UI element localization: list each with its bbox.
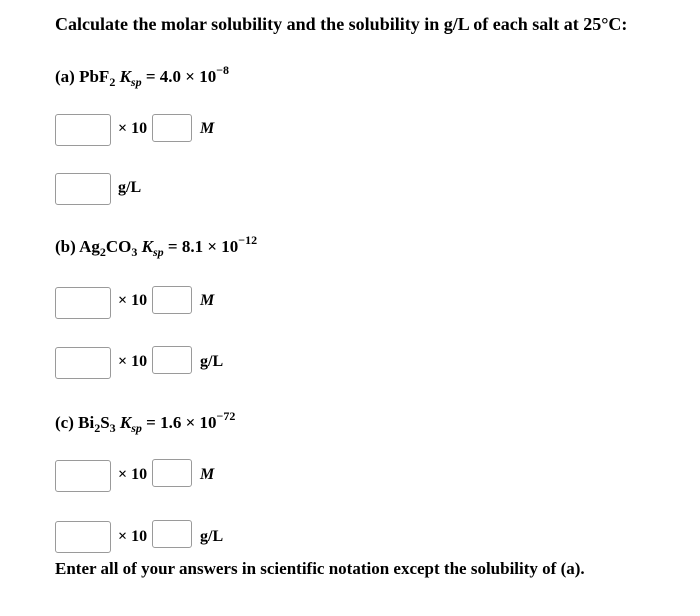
- part-b-ksp-label: $K_{sp}$: [141, 237, 164, 259]
- part-c-molar-unit: M: [200, 466, 215, 483]
- part-c-gpl-times-ten: × 10: [118, 528, 148, 545]
- part-b-ksp-value: = 8.1 × 10: [167, 237, 239, 256]
- part-c-ksp-value: = 1.6 × 10: [146, 413, 217, 432]
- part-b-molar-unit: M: [200, 292, 215, 309]
- part-c-label: (c): [55, 413, 74, 432]
- part-a-molar-exponent-input[interactable]: [152, 114, 192, 142]
- part-c-molar-times-ten: × 10: [118, 466, 148, 483]
- part-b-molar-exponent-input[interactable]: [152, 286, 192, 314]
- part-a-ksp-label: $K_{sp}$: [119, 67, 142, 89]
- part-b-label: (b): [55, 237, 76, 256]
- part-a-header: [55, 63, 229, 90]
- part-a-formula: PbF$_2$: [79, 67, 116, 89]
- part-a-gpl-input[interactable]: [55, 173, 111, 205]
- part-b-gpl-unit: g/L: [200, 353, 224, 370]
- part-b-formula: $Ag_2CO_3$: [79, 237, 138, 259]
- part-a-molar-unit: M: [200, 120, 215, 137]
- part-c-molar-coefficient-input[interactable]: [55, 460, 111, 492]
- part-a-ksp-exponent: −8: [216, 63, 230, 77]
- part-a-times-ten: × 10: [118, 120, 148, 137]
- part-c-molar-exponent-input[interactable]: [152, 459, 192, 487]
- part-c-formula: $Bi_2S_3$: [78, 413, 116, 435]
- part-b-gpl-coefficient-input[interactable]: [55, 347, 111, 379]
- part-a-molar-coefficient-input[interactable]: [55, 114, 111, 146]
- part-c-gpl-unit: g/L: [200, 528, 224, 545]
- part-b-ksp-exponent: −12: [238, 233, 258, 247]
- part-b-gpl-times-ten: × 10: [118, 353, 148, 370]
- part-c-gpl-exponent-input[interactable]: [152, 520, 192, 548]
- part-a-ksp-value: = 4.0 × 10: [145, 67, 217, 86]
- part-b-molar-times-ten: × 10: [118, 292, 148, 309]
- question-title: Calculate the molar solubility and the solubility in g/L of each salt at 25°C:: [55, 14, 628, 34]
- part-c-ksp-exponent: −72: [216, 409, 236, 423]
- part-b-header: [55, 233, 257, 260]
- part-c-ksp-label: $K_{sp}$: [119, 413, 142, 435]
- part-b-gpl-exponent-input[interactable]: [152, 346, 192, 374]
- instructions-footer: Enter all of your answers in scientific notation except the solubility of (a).: [55, 559, 585, 578]
- part-a-gpl-unit: g/L: [118, 179, 142, 196]
- part-c-header: [55, 409, 235, 436]
- part-c-gpl-coefficient-input[interactable]: [55, 521, 111, 553]
- part-a-label: (a): [55, 67, 75, 86]
- part-b-molar-coefficient-input[interactable]: [55, 287, 111, 319]
